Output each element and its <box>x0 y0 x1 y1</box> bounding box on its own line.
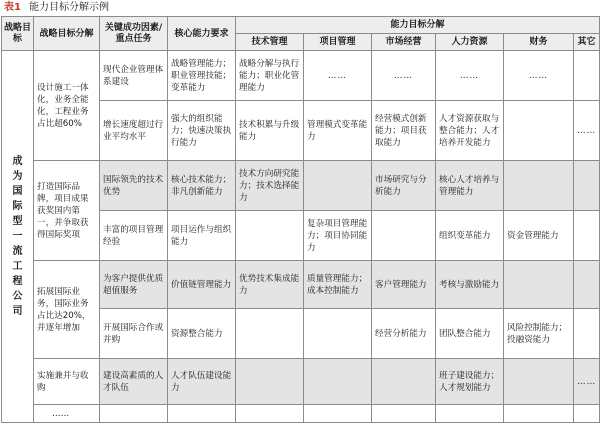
strategic-goal-text: 成 为 国 际 型 一 流 工 程 公 司 <box>12 156 23 317</box>
header-goal-decomposition: 战略目标分解 <box>34 17 100 51</box>
header-core-capability: 核心能力要求 <box>168 17 236 51</box>
hr-cell: 组织变革能力 <box>436 211 504 261</box>
other-cell <box>574 211 600 261</box>
other-cell <box>574 161 600 211</box>
tech-cell: 优势技术集成能力 <box>236 261 304 309</box>
hr-cell: 班子建设能力；人才规划能力 <box>436 359 504 405</box>
header-project-mgmt: 项目管理 <box>304 34 372 51</box>
core-cell <box>168 405 236 423</box>
table-row <box>2 359 600 405</box>
hr-cell: 考核与激励能力 <box>436 261 504 309</box>
market-cell <box>372 405 436 423</box>
core-cell: 核心技术能力；非凡创新能力 <box>168 161 236 211</box>
tech-cell: 技术积累与升级能力 <box>236 101 304 161</box>
hr-cell: 团队整合能力 <box>436 309 504 359</box>
fin-cell: …… <box>504 51 574 101</box>
proj-cell: 复杂项目管理能力；项目协同能力 <box>304 211 372 261</box>
goal-part-cell: 设计施工一体化，业务全能化，工程业务占比超60% <box>34 51 100 161</box>
fin-cell <box>504 359 574 405</box>
proj-cell: 管理模式变革能力 <box>304 101 372 161</box>
header-strategic-goal: 战略目标 <box>2 17 34 51</box>
proj-cell <box>304 359 372 405</box>
proj-cell <box>304 405 372 423</box>
header-market: 市场经营 <box>372 34 436 51</box>
core-cell: 强大的组织能力；快速决策执行能力 <box>168 101 236 161</box>
table-row <box>2 405 600 423</box>
ksf-cell: 增长速度超过行业平均水平 <box>100 101 168 161</box>
tech-cell <box>236 359 304 405</box>
core-cell: 价值链管理能力 <box>168 261 236 309</box>
tech-cell: 技术方向研究能力；技术选择能力 <box>236 161 304 211</box>
goal-part-cell: 打造国际品牌，项目成果获奖国内第一，并争取获得国际奖项 <box>34 161 100 261</box>
core-cell: 项目运作与组织能力 <box>168 211 236 261</box>
ksf-cell: 国际领先的技术优势 <box>100 161 168 211</box>
ksf-cell: 为客户提供优质超值服务 <box>100 261 168 309</box>
header-finance: 财务 <box>504 34 574 51</box>
hr-cell <box>436 405 504 423</box>
ksf-cell: 开展国际合作或并购 <box>100 309 168 359</box>
tech-cell <box>236 211 304 261</box>
market-cell: 客户管理能力 <box>372 261 436 309</box>
fin-cell <box>504 261 574 309</box>
core-cell: 人才队伍建设能力 <box>168 359 236 405</box>
proj-cell: …… <box>304 51 372 101</box>
proj-cell: 质量管理能力；成本控制能力 <box>304 261 372 309</box>
fin-cell <box>504 101 574 161</box>
header-capability-decomposition: 能力目标分解 <box>236 17 600 34</box>
market-cell: 经营分析能力 <box>372 309 436 359</box>
table-number: 表1 <box>4 2 21 13</box>
fin-cell: 资金管理能力 <box>504 211 574 261</box>
goal-part-cell: …… <box>34 405 100 423</box>
header-hr: 人力资源 <box>436 34 504 51</box>
hr-cell: 核心人才培养与管理能力 <box>436 161 504 211</box>
table-caption <box>0 0 600 16</box>
ksf-cell <box>100 405 168 423</box>
table-row <box>2 261 600 309</box>
table-row <box>2 51 600 101</box>
proj-cell <box>304 309 372 359</box>
ksf-cell: 建设高素质的人才队伍 <box>100 359 168 405</box>
table-row <box>2 161 600 211</box>
ksf-cell: 现代企业管理体系建设 <box>100 51 168 101</box>
hr-cell: …… <box>436 51 504 101</box>
other-cell: …… <box>574 359 600 405</box>
fin-cell <box>504 161 574 211</box>
table-title: 能力目标分解示例 <box>28 2 109 13</box>
goal-part-cell: 实施兼并与收购 <box>34 359 100 405</box>
capability-table <box>1 16 600 423</box>
hr-cell: 人才资源获取与整合能力；人才培养开发能力 <box>436 101 504 161</box>
goal-part-cell: 拓展国际业务，国际业务占比达20%，并逐年增加 <box>34 261 100 359</box>
ksf-cell: 丰富的项目管理经验 <box>100 211 168 261</box>
header-other: 其它 <box>574 34 600 51</box>
other-cell: …… <box>574 101 600 161</box>
market-cell <box>372 211 436 261</box>
strategic-goal-cell <box>2 51 34 423</box>
market-cell: …… <box>372 51 436 101</box>
other-cell <box>574 309 600 359</box>
market-cell: 市场研究与分析能力 <box>372 161 436 211</box>
fin-cell: 风险控制能力；投融资能力 <box>504 309 574 359</box>
tech-cell <box>236 405 304 423</box>
fin-cell <box>504 405 574 423</box>
core-cell: 战略管理能力；职业管理技能；变革能力 <box>168 51 236 101</box>
core-cell: 资源整合能力 <box>168 309 236 359</box>
other-cell <box>574 261 600 309</box>
header-tech-mgmt: 技术管理 <box>236 34 304 51</box>
header-key-success-factors: 关键成功因素/重点任务 <box>100 17 168 51</box>
proj-cell <box>304 161 372 211</box>
other-cell <box>574 51 600 101</box>
tech-cell: 战略分解与执行能力；职业化管理能力 <box>236 51 304 101</box>
other-cell <box>574 405 600 423</box>
market-cell: 经营模式创新能力；项目获取能力 <box>372 101 436 161</box>
market-cell <box>372 359 436 405</box>
tech-cell <box>236 309 304 359</box>
